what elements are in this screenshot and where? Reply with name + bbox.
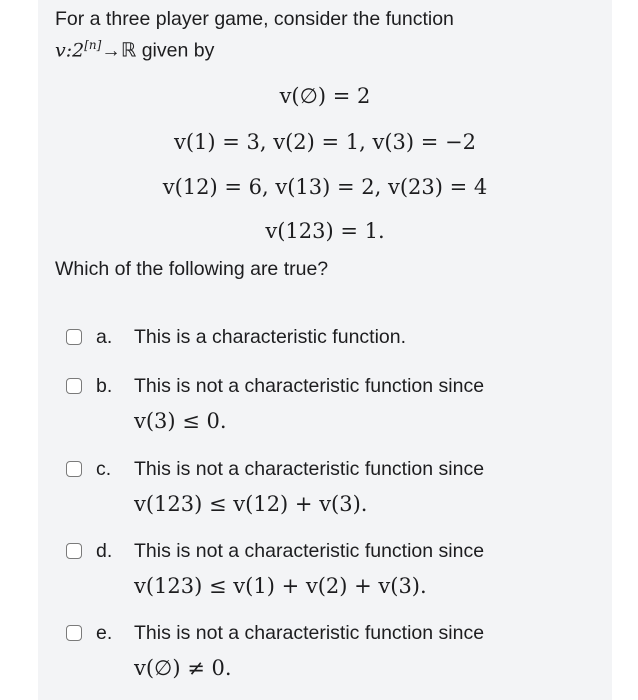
- option-a-checkbox[interactable]: [66, 329, 82, 345]
- equation-pairs: v(12) = 6, v(13) = 2, v(23) = 4: [162, 175, 488, 199]
- option-e-math: v(∅) ≠ 0.: [134, 656, 232, 680]
- map-codomain: ℝ: [120, 39, 137, 62]
- question-card: [38, 0, 612, 700]
- option-e-checkbox[interactable]: [66, 625, 82, 641]
- map-exponent: [n]: [84, 38, 102, 52]
- equation-grand-coalition: v(123) = 1.: [265, 219, 385, 243]
- option-e-letter: e.: [96, 622, 113, 644]
- option-a-letter: a.: [96, 326, 113, 348]
- map-arrow: →: [101, 39, 121, 62]
- option-d-checkbox[interactable]: [66, 543, 82, 559]
- option-c-checkbox[interactable]: [66, 461, 82, 477]
- option-d-math: v(123) ≤ v(1) + v(2) + v(3).: [134, 574, 427, 598]
- option-b-checkbox[interactable]: [66, 378, 82, 394]
- option-c-math: v(123) ≤ v(12) + v(3).: [134, 492, 368, 516]
- map-symbol: v: [55, 39, 66, 62]
- map-base: 2: [72, 39, 85, 62]
- option-b-math: v(3) ≤ 0.: [134, 409, 227, 433]
- option-d-letter: d.: [96, 540, 113, 562]
- map-colon: :: [65, 39, 73, 62]
- option-e-text: This is not a characteristic function since: [134, 622, 485, 644]
- option-c-text: This is not a characteristic function since: [134, 458, 485, 480]
- question-intro: For a three player game, consider the function: [55, 8, 454, 30]
- option-a-text: This is a characteristic function.: [134, 326, 407, 348]
- option-c-letter: c.: [96, 458, 112, 480]
- option-b-text: This is not a characteristic function since: [134, 375, 485, 397]
- function-definition: [55, 38, 214, 63]
- question-given-by: given by: [136, 39, 215, 62]
- option-d-text: This is not a characteristic function since: [134, 540, 485, 562]
- question-prompt: Which of the following are true?: [55, 258, 329, 280]
- equation-singletons: v(1) = 3, v(2) = 1, v(3) = −2: [173, 130, 477, 154]
- option-b-letter: b.: [96, 375, 113, 397]
- equation-empty-set: v(∅) = 2: [279, 84, 371, 108]
